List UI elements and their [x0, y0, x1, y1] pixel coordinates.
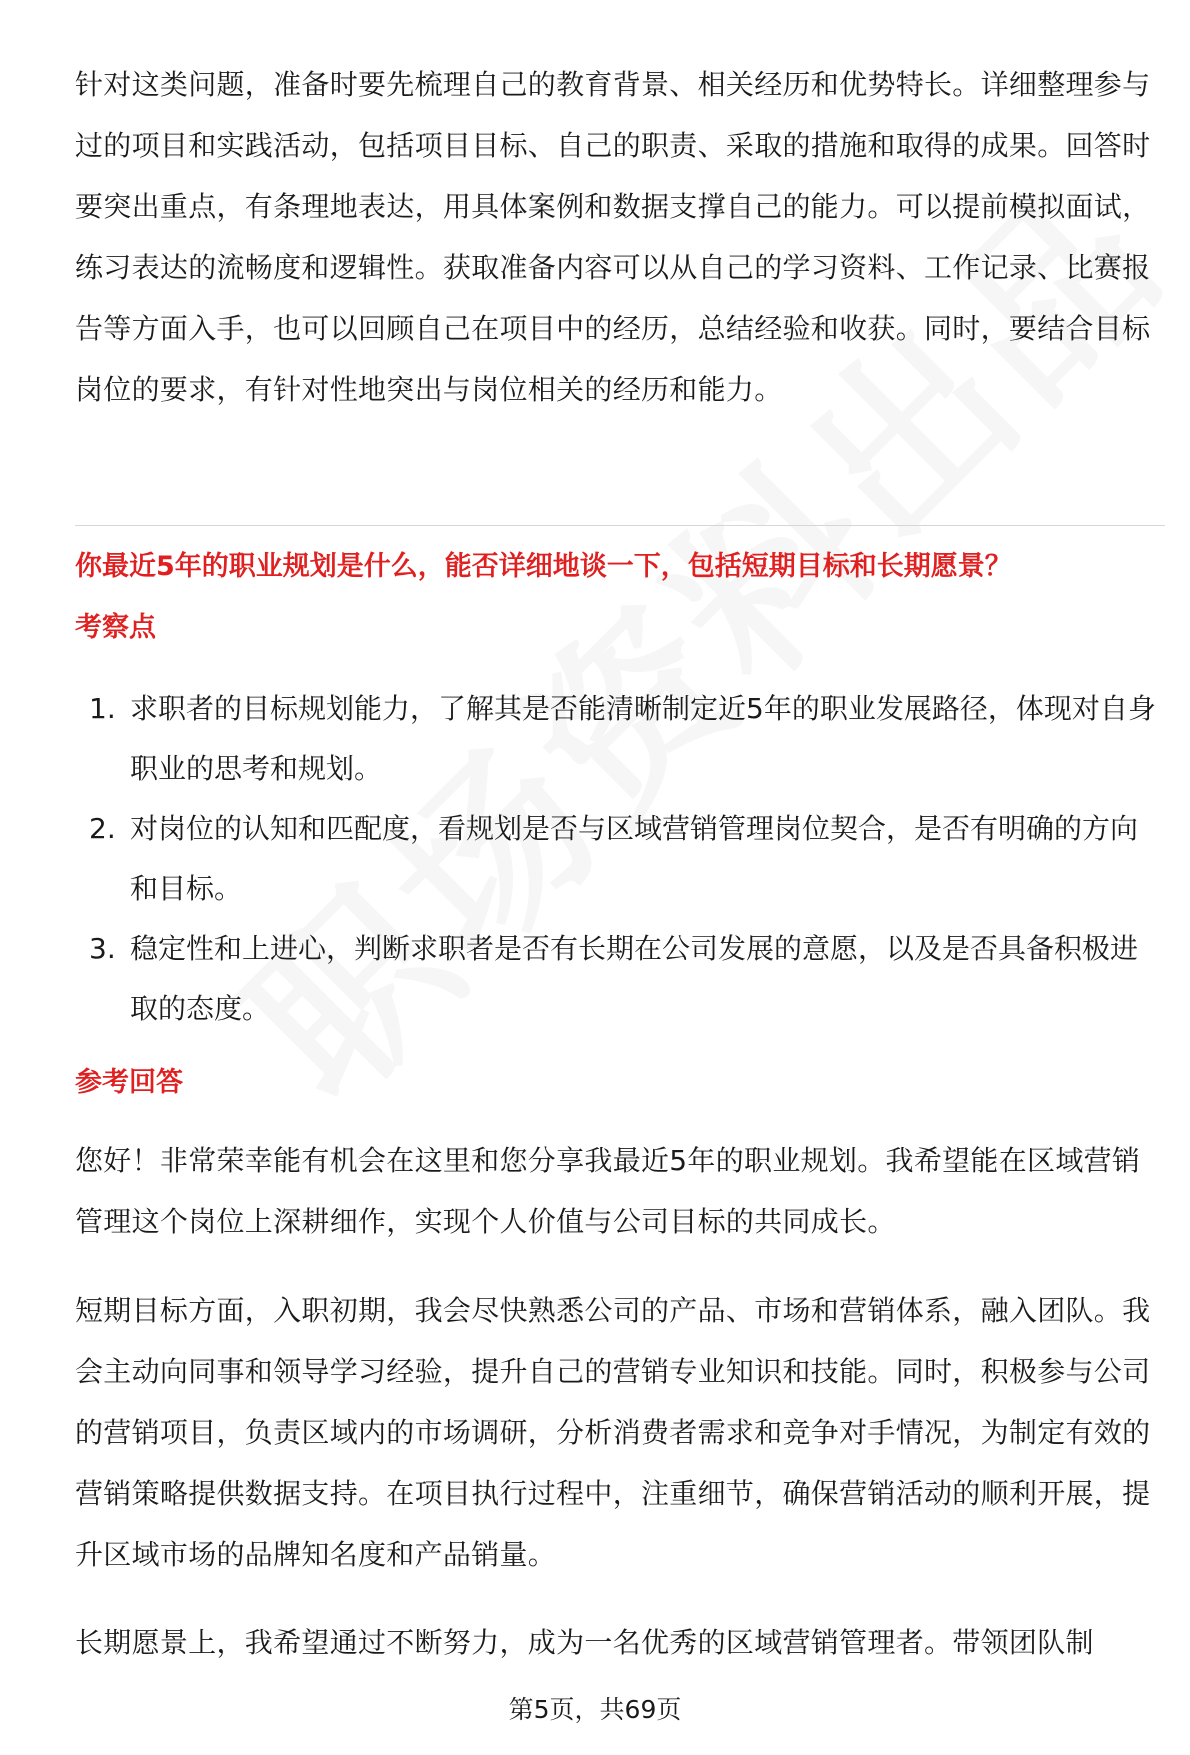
- item-text: 稳定性和上进心，判断求职者是否有长期在公司发展的意愿，以及是否具备积极进取的态度。: [130, 932, 1139, 1025]
- answer-paragraph: 短期目标方面，入职初期，我会尽快熟悉公司的产品、市场和营销体系，融入团队。我会主动向同事和领导学习经验，提升自己的营销专业知识和技能。同时，积极参与公司的营销项目，负责区域内的市场调研，分析消费者需求和竞争对手情况，为制定有效的营销策略提供数据支持。在项目执行过程中，注重细节，确保营销活动的顺利开展，提升区域市场的品牌知名度和产品销量。: [75, 1294, 1151, 1571]
- assessment-list: [75, 679, 1165, 1039]
- assessment-item: [75, 799, 1165, 919]
- assessment-item: [75, 919, 1165, 1039]
- item-number: 2.: [89, 812, 116, 845]
- answer-paragraph: 长期愿景上，我希望通过不断努力，成为一名优秀的区域营销管理者。带领团队制: [75, 1626, 1094, 1659]
- page-number-footer: 第5页，共69页: [508, 1695, 682, 1724]
- item-text: 求职者的目标规划能力，了解其是否能清晰制定近5年的职业发展路径，体现对自身职业的思考和规划。: [130, 692, 1156, 785]
- assessment-item: [75, 679, 1165, 799]
- item-text: 对岗位的认知和匹配度，看规划是否与区域营销管理岗位契合，是否有明确的方向和目标。: [130, 812, 1139, 905]
- question-section: [75, 536, 1165, 658]
- answer-label: 参考回答: [75, 1067, 183, 1098]
- section-divider: [75, 525, 1165, 526]
- assessment-label: 考察点: [75, 612, 156, 643]
- answer-paragraph-3: [75, 1612, 1165, 1673]
- item-number: 1.: [89, 692, 116, 725]
- answer-paragraph: 您好！非常荣幸能有机会在这里和您分享我最近5年的职业规划。我希望能在区域营销管理这个岗位上深耕细作，实现个人价值与公司目标的共同成长。: [75, 1144, 1141, 1238]
- item-number: 3.: [89, 932, 116, 965]
- question-heading: 你最近5年的职业规划是什么，能否详细地谈一下，包括短期目标和长期愿景？: [75, 551, 1012, 582]
- answer-paragraph-1: [75, 1130, 1165, 1252]
- intro-paragraph: 针对这类问题，准备时要先梳理自己的教育背景、相关经历和优势特长。详细整理参与过的项目和实践活动，包括项目目标、自己的职责、采取的措施和取得的成果。回答时要突出重点，有条理地表达，用具体案例和数据支撑自己的能力。可以提前模拟面试，练习表达的流畅度和逻辑性。获取准备内容可以从自己的学习资料、工作记录、比赛报告等方面入手，也可以回顾自己在项目中的经历，总结经验和收获。同时，要结合目标岗位的要求，有针对性地突出与岗位相关的经历和能力。: [75, 68, 1151, 406]
- answer-paragraph-2: [75, 1280, 1165, 1585]
- intro-section: [75, 54, 1165, 420]
- assessment-list-section: [75, 679, 1165, 1039]
- answer-label-section: [75, 1052, 1165, 1113]
